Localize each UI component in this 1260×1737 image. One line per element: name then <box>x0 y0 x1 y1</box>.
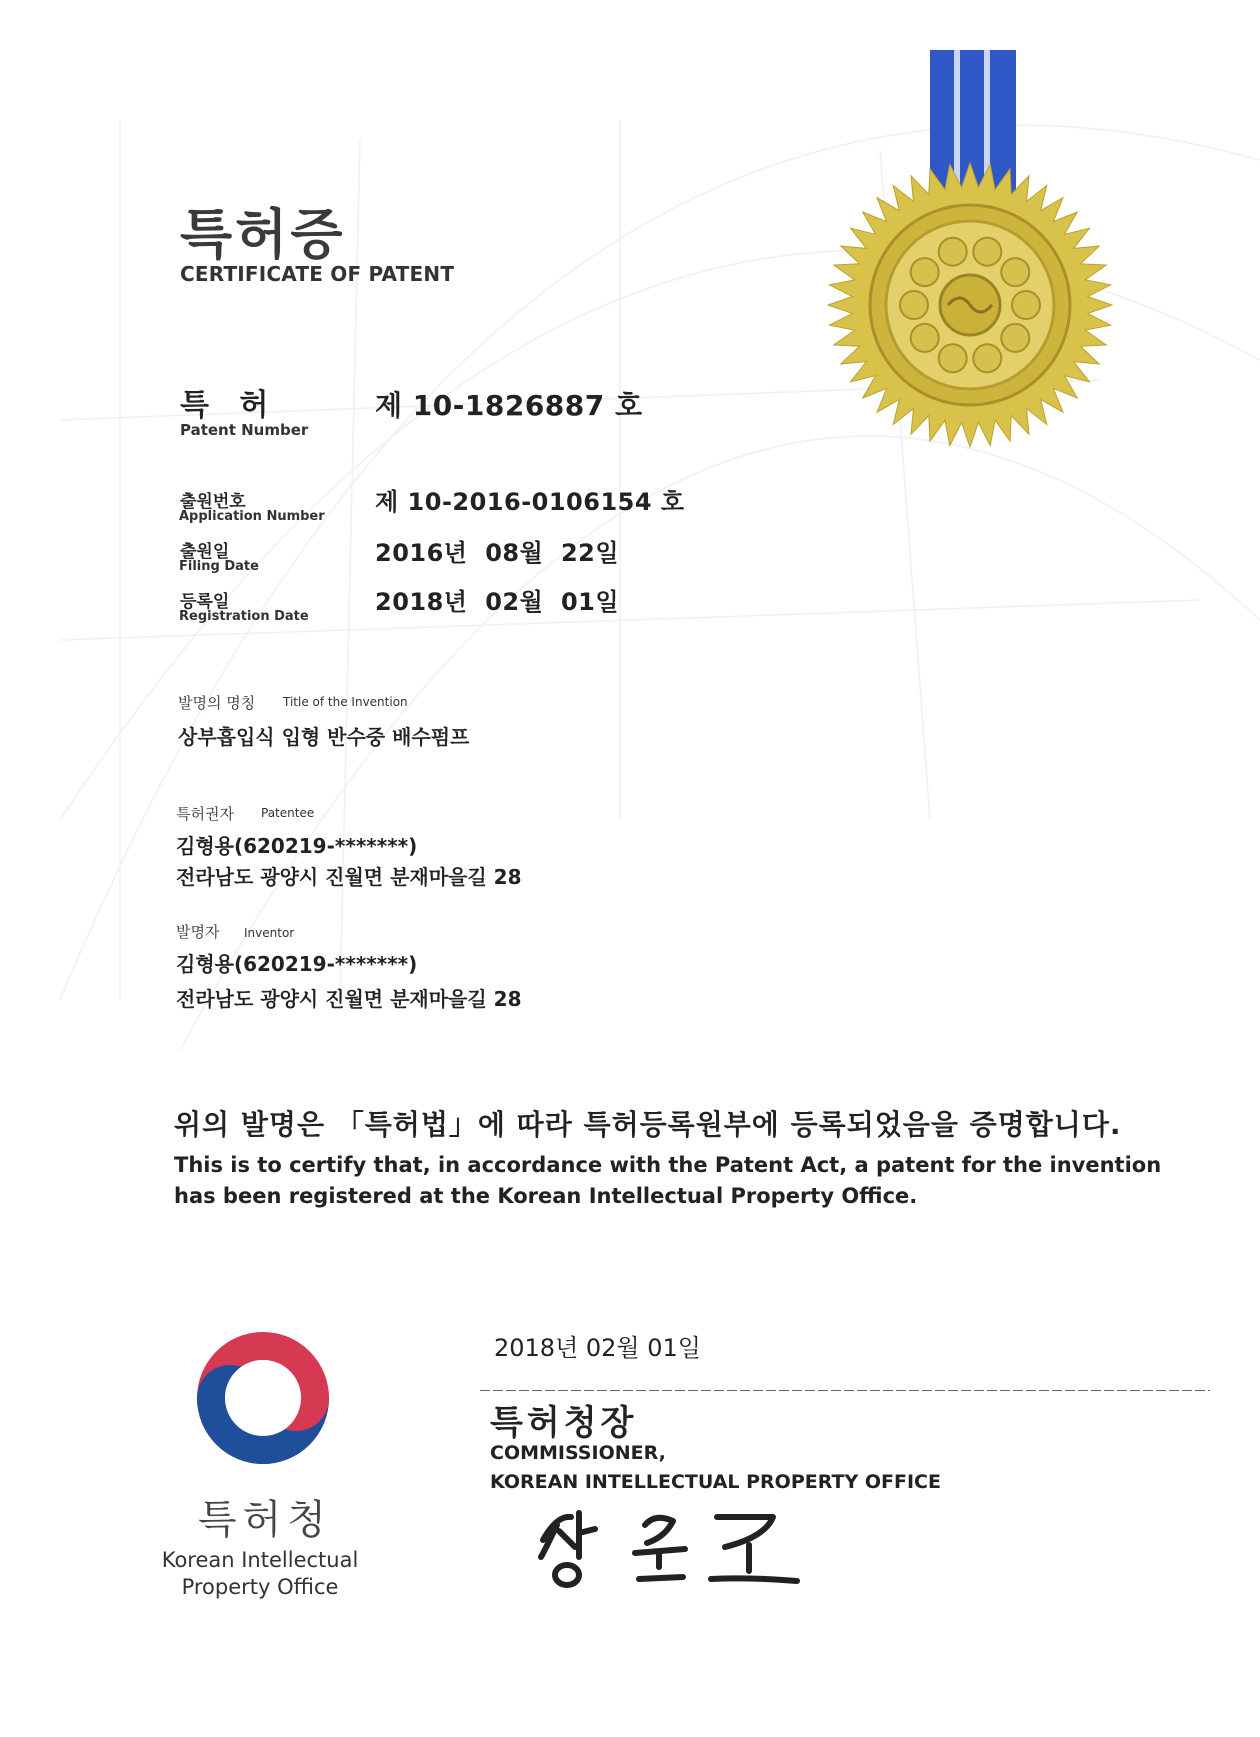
patent-number-value: 제 10-1826887 호 <box>375 389 643 422</box>
invention-label-ko: 발명의 명칭 <box>178 694 256 712</box>
certificate-title-en: CERTIFICATE OF PATENT <box>180 262 455 286</box>
gold-medal-seal-icon <box>815 50 1115 480</box>
inventor-name: 김형용(620219-*******) <box>176 952 418 976</box>
application-number-label-ko: 출원번호 <box>180 492 246 512</box>
office-name-en-line1: Korean Intellectual <box>161 1548 359 1572</box>
application-number-label-en: Application Number <box>179 509 325 524</box>
certification-statement-ko: 위의 발명은 「특허법」에 따라 특허등록원부에 등록되었음을 증명합니다. <box>174 1108 1122 1141</box>
inventor-label-ko: 발명자 <box>176 923 220 941</box>
inventor-label-en: Inventor <box>244 926 295 940</box>
patentee-label-ko: 특허권자 <box>176 805 234 823</box>
signature-divider <box>480 1390 1210 1391</box>
registration-date-value: 2018년 02월 01일 <box>375 588 620 616</box>
patent-number-label-en: Patent Number <box>180 421 309 439</box>
office-name-ko: 특허청 <box>198 1497 332 1543</box>
registration-date-label-ko: 등록일 <box>180 592 230 612</box>
certification-statement-en-line2: has been registered at the Korean Intellectual Property Office. <box>174 1184 918 1208</box>
certification-statement-en-line1: This is to certify that, in accordance with the Patent Act, a patent for the invention <box>174 1153 1162 1177</box>
filing-date-label-ko: 출원일 <box>180 542 230 562</box>
patentee-name: 김형용(620219-*******) <box>176 834 418 858</box>
commissioner-title-en-line2: KOREAN INTELLECTUAL PROPERTY OFFICE <box>490 1471 941 1493</box>
patentee-label-en: Patentee <box>261 806 315 820</box>
office-name-en-line2: Property Office <box>181 1575 339 1599</box>
commissioner-title-en-line1: COMMISSIONER, <box>490 1442 666 1464</box>
patent-number-label-ko: 특 허 <box>180 388 279 423</box>
filing-date-label-en: Filing Date <box>179 559 259 574</box>
issue-date: 2018년 02월 01일 <box>494 1334 701 1362</box>
invention-title-value: 상부흡입식 입형 반수중 배수펌프 <box>178 725 470 749</box>
patentee-address: 전라남도 광양시 진월면 분재마을길 28 <box>176 865 522 889</box>
invention-label-en: Title of the Invention <box>283 695 408 709</box>
filing-date-value: 2016년 08월 22일 <box>375 539 620 567</box>
inventor-address: 전라남도 광양시 진월면 분재마을길 28 <box>176 987 522 1011</box>
commissioner-signature <box>535 1495 805 1595</box>
registration-date-label-en: Registration Date <box>179 609 309 624</box>
certificate-title-ko: 특허증 <box>180 203 346 266</box>
application-number-value: 제 10-2016-0106154 호 <box>375 488 685 516</box>
taegeuk-logo-icon <box>193 1328 333 1468</box>
commissioner-title-ko: 특허청장 <box>490 1403 638 1443</box>
